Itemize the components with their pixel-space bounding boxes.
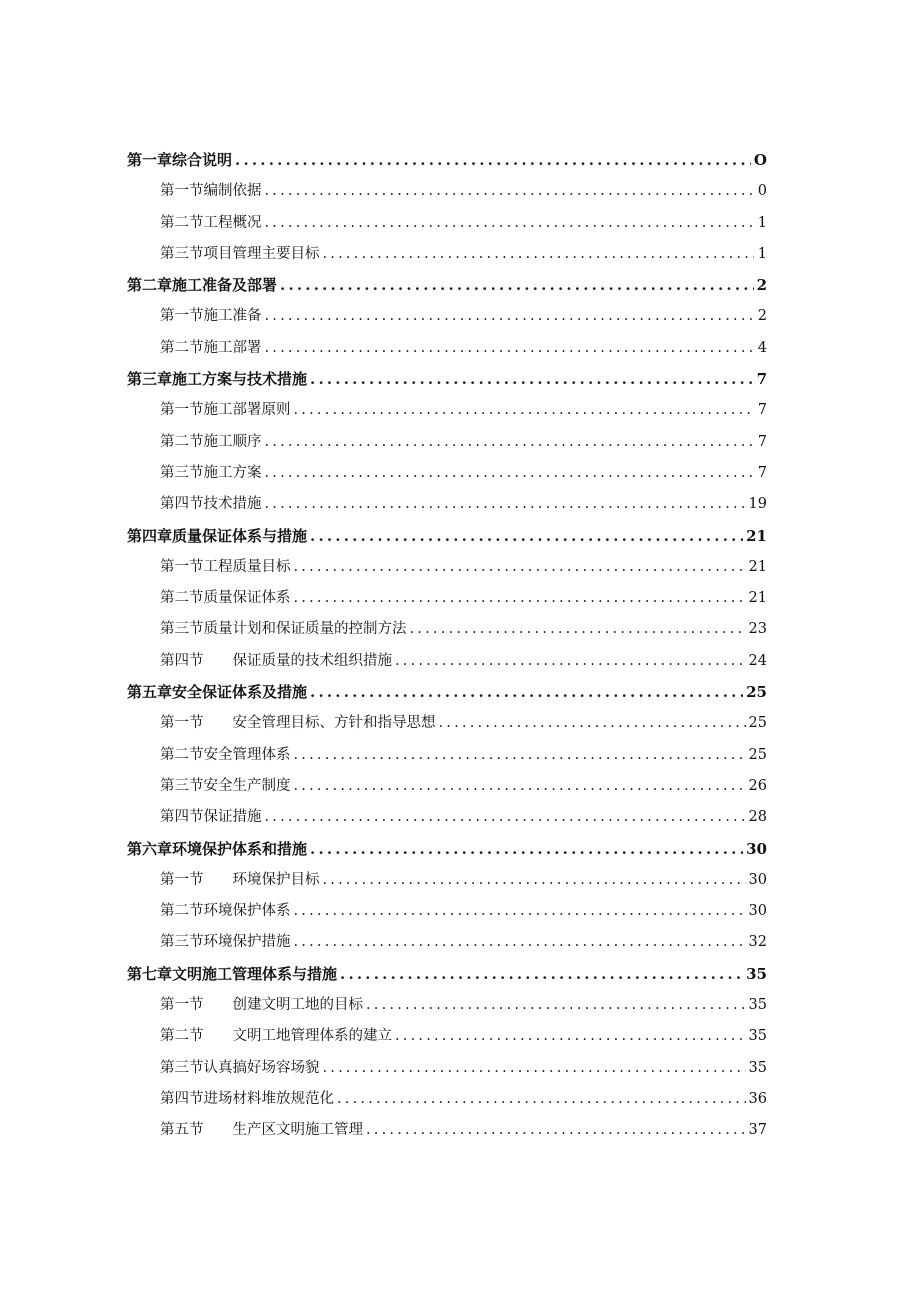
toc-page-number: 25 — [748, 746, 767, 763]
toc-entry-title: 第二节 文明工地管理体系的建立 — [160, 1028, 392, 1045]
toc-section-entry[interactable] — [127, 771, 767, 802]
toc-section-entry[interactable] — [127, 927, 767, 958]
toc-entry-title: 第二节环境保护体系 — [160, 903, 291, 920]
toc-section-entry[interactable] — [127, 865, 767, 896]
toc-section-entry[interactable] — [127, 208, 767, 239]
toc-entry-title: 第五章安全保证体系及措施 — [127, 683, 308, 702]
toc-section-entry[interactable] — [127, 176, 767, 207]
toc-entry-title: 第三节安全生产制度 — [160, 777, 291, 794]
toc-page-number: 0 — [757, 183, 767, 200]
dot-leader — [235, 145, 751, 176]
toc-section-entry[interactable] — [127, 646, 767, 677]
toc-chapter-entry[interactable] — [127, 270, 767, 301]
toc-section-entry[interactable] — [127, 583, 767, 614]
toc-page-number: 2 — [756, 276, 767, 295]
toc-chapter-entry[interactable] — [127, 145, 767, 176]
dot-leader — [323, 865, 746, 896]
dot-leader — [294, 395, 755, 426]
toc-page-number: 2 — [757, 308, 767, 325]
toc-entry-title: 第二节施工部署 — [160, 339, 262, 356]
toc-page-number: 4 — [757, 339, 767, 356]
toc-entry-title: 第二章施工准备及部署 — [127, 276, 278, 295]
toc-section-entry[interactable] — [127, 333, 767, 364]
toc-page-number: 24 — [748, 652, 767, 669]
dot-leader — [337, 1084, 746, 1115]
dot-leader — [265, 802, 746, 833]
table-of-contents — [127, 145, 767, 1147]
toc-page-number: 21 — [748, 590, 767, 607]
dot-leader — [294, 740, 746, 771]
toc-page-number: 19 — [748, 496, 767, 513]
dot-leader — [439, 708, 746, 739]
toc-section-entry[interactable] — [127, 301, 767, 332]
toc-section-entry[interactable] — [127, 740, 767, 771]
dot-leader — [366, 1115, 746, 1146]
toc-chapter-entry[interactable] — [127, 364, 767, 395]
toc-entry-title: 第一节施工部署原则 — [160, 402, 291, 419]
toc-page-number: 7 — [756, 370, 767, 389]
dot-leader — [395, 646, 746, 677]
dot-leader — [310, 521, 743, 552]
toc-entry-title: 第一节编制依据 — [160, 183, 262, 200]
dot-leader — [340, 959, 743, 990]
toc-page-number: 35 — [746, 964, 767, 983]
toc-entry-title: 第一节施工准备 — [160, 308, 262, 325]
dot-leader — [265, 208, 755, 239]
toc-page-number: 7 — [757, 464, 767, 481]
toc-page-number: 35 — [748, 1059, 767, 1076]
toc-page-number: 1 — [757, 214, 767, 231]
toc-page-number: 25 — [748, 715, 767, 732]
toc-entry-title: 第一节工程质量目标 — [160, 558, 291, 575]
toc-page-number: 26 — [748, 777, 767, 794]
toc-entry-title: 第一章综合说明 — [127, 151, 233, 169]
toc-section-entry[interactable] — [127, 1053, 767, 1084]
toc-entry-title: 第七章文明施工管理体系与措施 — [127, 964, 338, 983]
dot-leader — [366, 990, 746, 1021]
toc-entry-title: 第六章环境保护体系和措施 — [127, 839, 308, 858]
toc-section-entry[interactable] — [127, 708, 767, 739]
toc-page-number: 21 — [746, 526, 767, 545]
dot-leader — [323, 1053, 746, 1084]
toc-page-number: 30 — [746, 839, 767, 858]
toc-page-number: 35 — [748, 997, 767, 1014]
toc-entry-title: 第三节环境保护措施 — [160, 934, 291, 951]
toc-section-entry[interactable] — [127, 427, 767, 458]
dot-leader — [265, 333, 755, 364]
toc-chapter-entry[interactable] — [127, 959, 767, 990]
toc-section-entry[interactable] — [127, 489, 767, 520]
dot-leader — [294, 552, 746, 583]
toc-page-number: 30 — [748, 903, 767, 920]
toc-entry-title: 第一节 环境保护目标 — [160, 871, 320, 888]
toc-page-number: 35 — [748, 1028, 767, 1045]
toc-section-entry[interactable] — [127, 990, 767, 1021]
toc-entry-title: 第四节保证措施 — [160, 809, 262, 826]
toc-section-entry[interactable] — [127, 395, 767, 426]
dot-leader — [395, 1021, 746, 1052]
dot-leader — [265, 176, 755, 207]
dot-leader — [310, 677, 743, 708]
toc-page-number: 7 — [757, 433, 767, 450]
toc-entry-title: 第三章施工方案与技术措施 — [127, 370, 308, 389]
toc-entry-title: 第二节安全管理体系 — [160, 746, 291, 763]
toc-page-number: 25 — [746, 683, 767, 702]
toc-entry-title: 第四节 保证质量的技术组织措施 — [160, 652, 392, 669]
toc-section-entry[interactable] — [127, 1021, 767, 1052]
dot-leader — [280, 270, 754, 301]
toc-entry-title: 第三节质量计划和保证质量的控制方法 — [160, 621, 407, 638]
toc-page-number: 32 — [748, 934, 767, 951]
dot-leader — [410, 614, 746, 645]
toc-section-entry[interactable] — [127, 614, 767, 645]
toc-entry-title: 第三节项目管理主要目标 — [160, 245, 320, 262]
toc-page-number: 37 — [748, 1122, 767, 1139]
dot-leader — [294, 771, 746, 802]
toc-section-entry[interactable] — [127, 1115, 767, 1146]
toc-chapter-entry[interactable] — [127, 677, 767, 708]
toc-chapter-entry[interactable] — [127, 521, 767, 552]
toc-section-entry[interactable] — [127, 239, 767, 270]
toc-entry-title: 第四节技术措施 — [160, 496, 262, 513]
toc-page-number: 23 — [748, 621, 767, 638]
dot-leader — [294, 896, 746, 927]
toc-page-number: 1 — [757, 245, 767, 262]
toc-section-entry[interactable] — [127, 802, 767, 833]
toc-entry-title: 第三节认真搞好场容场貌 — [160, 1059, 320, 1076]
dot-leader — [323, 239, 755, 270]
toc-entry-title: 第一节 安全管理目标、方针和指导思想 — [160, 715, 436, 732]
toc-section-entry[interactable] — [127, 458, 767, 489]
toc-entry-title: 第二节施工顺序 — [160, 433, 262, 450]
dot-leader — [294, 927, 746, 958]
toc-entry-title: 第三节施工方案 — [160, 464, 262, 481]
toc-entry-title: 第一节 创建文明工地的目标 — [160, 997, 363, 1014]
toc-entry-title: 第四节进场材料堆放规范化 — [160, 1090, 334, 1107]
dot-leader — [265, 427, 755, 458]
toc-page-number: O — [753, 151, 767, 169]
dot-leader — [310, 834, 743, 865]
toc-entry-title: 第二节工程概况 — [160, 214, 262, 231]
toc-page-number: 30 — [748, 871, 767, 888]
toc-chapter-entry[interactable] — [127, 834, 767, 865]
dot-leader — [265, 489, 746, 520]
dot-leader — [265, 458, 755, 489]
toc-entry-title: 第二节质量保证体系 — [160, 590, 291, 607]
dot-leader — [294, 583, 746, 614]
toc-entry-title: 第四章质量保证体系与措施 — [127, 526, 308, 545]
toc-page-number: 36 — [748, 1090, 767, 1107]
toc-page-number: 28 — [748, 809, 767, 826]
toc-section-entry[interactable] — [127, 896, 767, 927]
dot-leader — [265, 301, 755, 332]
toc-entry-title: 第五节 生产区文明施工管理 — [160, 1122, 363, 1139]
toc-page-number: 21 — [748, 558, 767, 575]
toc-section-entry[interactable] — [127, 1084, 767, 1115]
toc-section-entry[interactable] — [127, 552, 767, 583]
toc-page-number: 7 — [757, 402, 767, 419]
dot-leader — [310, 364, 754, 395]
